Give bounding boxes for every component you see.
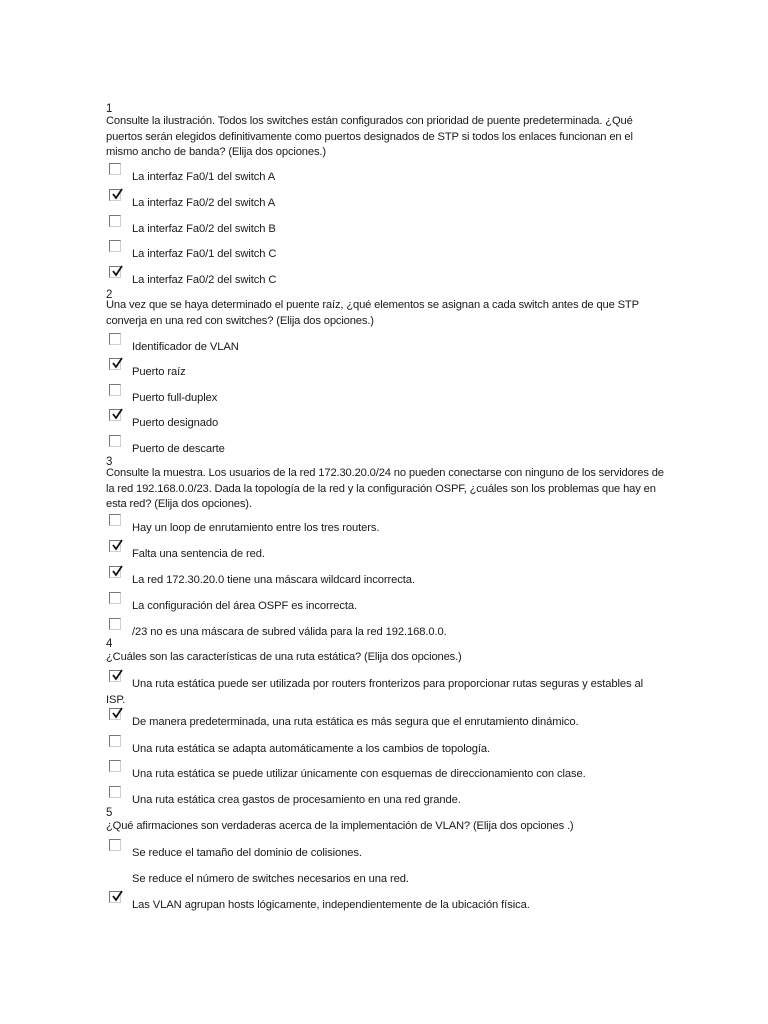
question-1-option-1[interactable] bbox=[106, 163, 686, 187]
question-4-option-5[interactable] bbox=[106, 786, 686, 810]
option-label[interactable]: Se reduce el número de switches necesarios en una red. bbox=[132, 873, 409, 885]
question-5-number: 5 bbox=[106, 807, 113, 819]
question-2-number: 2 bbox=[106, 289, 113, 301]
question-5-text: ¿Qué afirmaciones son verdaderas acerca de la implementación de VLAN? (Elija dos opciones .) bbox=[106, 820, 574, 832]
option-label[interactable]: La interfaz Fa0/1 del switch C bbox=[132, 248, 277, 260]
question-5-option-3[interactable] bbox=[106, 891, 686, 915]
option-label[interactable]: Falta una sentencia de red. bbox=[132, 548, 265, 560]
checkbox[interactable] bbox=[109, 735, 121, 747]
question-1-option-3[interactable] bbox=[106, 215, 686, 239]
checkbox[interactable] bbox=[109, 592, 121, 604]
option-label[interactable]: Puerto de descarte bbox=[132, 443, 225, 455]
checkbox[interactable] bbox=[109, 435, 121, 447]
checkmark-icon bbox=[111, 707, 123, 719]
option-label[interactable]: La interfaz Fa0/2 del switch B bbox=[132, 223, 276, 235]
checkmark-icon bbox=[111, 357, 123, 369]
question-4-option-4[interactable] bbox=[106, 760, 686, 784]
question-3-option-4[interactable] bbox=[106, 592, 686, 616]
checkbox-checked[interactable] bbox=[109, 358, 121, 370]
option-label[interactable]: Se reduce el tamaño del dominio de colisiones. bbox=[132, 847, 362, 859]
option-label[interactable]: /23 no es una máscara de subred válida para la red 192.168.0.0. bbox=[132, 626, 447, 638]
checkbox[interactable] bbox=[109, 786, 121, 798]
option-label[interactable]: Puerto designado bbox=[132, 417, 219, 429]
checkmark-icon bbox=[111, 539, 123, 551]
question-4-number: 4 bbox=[106, 638, 113, 650]
question-4-option-2[interactable] bbox=[106, 708, 686, 732]
checkbox[interactable] bbox=[109, 163, 121, 175]
question-3-option-1[interactable] bbox=[106, 514, 686, 538]
question-2-option-3[interactable] bbox=[106, 384, 686, 408]
question-5-option-1[interactable] bbox=[106, 839, 686, 863]
question-3-number: 3 bbox=[106, 456, 113, 468]
option-label[interactable]: Una ruta estática crea gastos de procesamiento en una red grande. bbox=[132, 794, 461, 806]
checkmark-icon bbox=[111, 408, 123, 420]
question-3-option-3[interactable] bbox=[106, 566, 686, 590]
checkbox[interactable] bbox=[109, 240, 121, 252]
question-1-option-2[interactable] bbox=[106, 189, 686, 213]
question-4-option-3[interactable] bbox=[106, 735, 686, 759]
question-2-text: Una vez que se haya determinado el puente raíz, ¿qué elementos se asignan a cada switch antes de que STP converja en una red con switches? (Elija dos opciones.) bbox=[106, 299, 639, 327]
question-2-option-1[interactable] bbox=[106, 333, 686, 357]
question-2-option-5[interactable] bbox=[106, 435, 686, 459]
question-3-text: Consulte la muestra. Los usuarios de la red 172.30.20.0/24 no pueden conectarse con ninguno de los servidores de la red 192.168.0.0/23. Dada la topología de la red y la configuración OSPF, ¿cuáles son los problemas que hay en esta red? (Elija dos opciones). bbox=[106, 467, 664, 510]
question-3-option-5[interactable] bbox=[106, 618, 686, 642]
option-label[interactable]: Una ruta estática se adapta automáticamente a los cambios de topología. bbox=[132, 743, 490, 755]
checkbox[interactable] bbox=[109, 333, 121, 345]
option-label[interactable]: Hay un loop de enrutamiento entre los tres routers. bbox=[132, 522, 380, 534]
question-2-option-4[interactable] bbox=[106, 409, 686, 433]
checkbox-checked[interactable] bbox=[109, 540, 121, 552]
checkmark-icon bbox=[111, 565, 123, 577]
option-label[interactable]: La interfaz Fa0/1 del switch A bbox=[132, 171, 276, 183]
checkbox[interactable] bbox=[109, 215, 121, 227]
question-4-option-1[interactable] bbox=[106, 670, 686, 704]
question-1-option-4[interactable] bbox=[106, 240, 686, 264]
checkbox[interactable] bbox=[109, 384, 121, 396]
checkbox-checked[interactable] bbox=[109, 566, 121, 578]
checkbox[interactable] bbox=[109, 839, 121, 851]
question-1-text: Consulte la ilustración. Todos los switches están configurados con prioridad de puente predeterminada. ¿Qué puertos serán elegidos definitivamente como puertos designados de STP si todos los enlaces funcionan en el mismo ancho de banda? (Elija dos opciones.) bbox=[106, 115, 633, 158]
question-5-option-2[interactable] bbox=[106, 865, 686, 889]
option-label[interactable]: La interfaz Fa0/2 del switch A bbox=[132, 197, 276, 209]
checkbox[interactable] bbox=[109, 865, 121, 877]
question-1-number: 1 bbox=[106, 103, 113, 115]
checkmark-icon bbox=[111, 188, 123, 200]
checkbox-checked[interactable] bbox=[109, 891, 121, 903]
checkbox-checked[interactable] bbox=[109, 708, 121, 720]
checkbox-checked[interactable] bbox=[109, 189, 121, 201]
option-label[interactable]: La configuración del área OSPF es incorrecta. bbox=[132, 600, 357, 612]
option-label[interactable]: Identificador de VLAN bbox=[132, 341, 239, 353]
question-3-option-2[interactable] bbox=[106, 540, 686, 564]
question-4-text: ¿Cuáles son las características de una ruta estática? (Elija dos opciones.) bbox=[106, 651, 462, 663]
checkbox[interactable] bbox=[109, 760, 121, 772]
checkbox[interactable] bbox=[109, 618, 121, 630]
question-2-option-2[interactable] bbox=[106, 358, 686, 382]
checkbox-checked[interactable] bbox=[109, 266, 121, 278]
option-label[interactable]: De manera predeterminada, una ruta estática es más segura que el enrutamiento dinámico. bbox=[132, 716, 579, 728]
option-label[interactable]: Puerto full-duplex bbox=[132, 392, 218, 404]
option-label[interactable]: La interfaz Fa0/2 del switch C bbox=[132, 274, 277, 286]
checkbox[interactable] bbox=[109, 514, 121, 526]
option-label[interactable]: Las VLAN agrupan hosts lógicamente, independientemente de la ubicación física. bbox=[132, 899, 530, 911]
checkmark-icon bbox=[111, 890, 123, 902]
question-1-option-5[interactable] bbox=[106, 266, 686, 290]
option-label[interactable]: Una ruta estática puede ser utilizada por routers fronterizos para proporcionar rutas seguras y estables al ISP. bbox=[106, 678, 644, 706]
checkbox-checked[interactable] bbox=[109, 409, 121, 421]
checkmark-icon bbox=[111, 265, 123, 277]
option-label[interactable]: La red 172.30.20.0 tiene una máscara wildcard incorrecta. bbox=[132, 574, 415, 586]
option-label[interactable]: Una ruta estática se puede utilizar únicamente con esquemas de direccionamiento con clase. bbox=[132, 768, 586, 780]
option-label[interactable]: Puerto raíz bbox=[132, 366, 186, 378]
